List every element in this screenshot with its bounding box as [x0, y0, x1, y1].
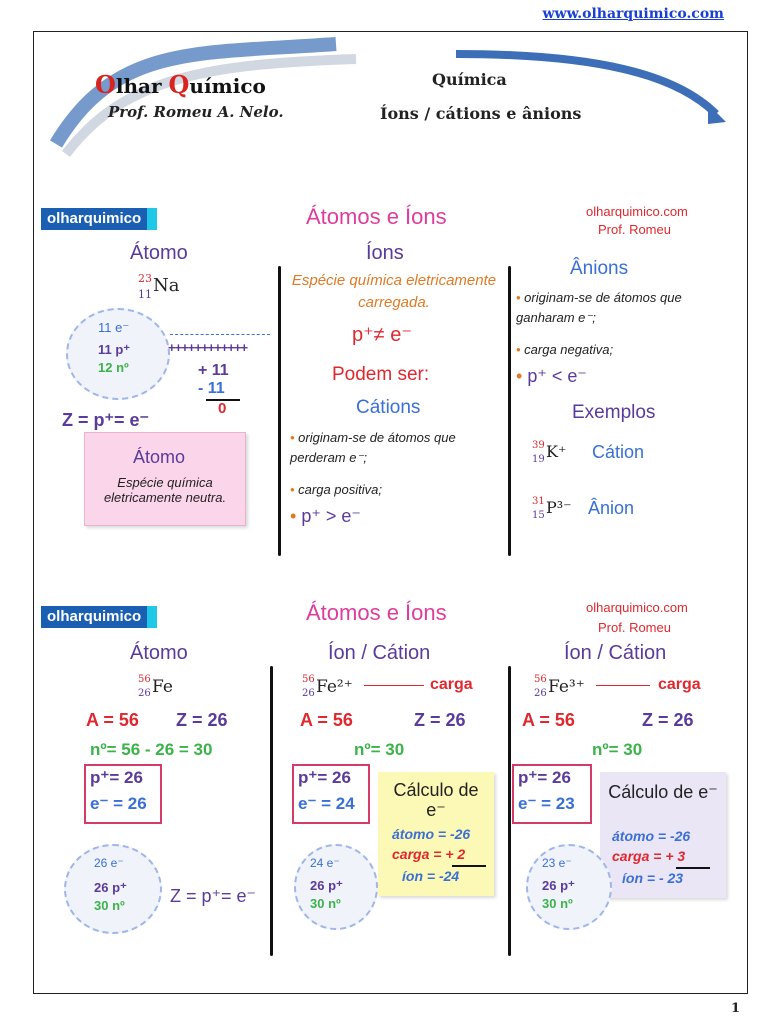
col2-calc-note: Cálculo de e⁻ átomo = -26 carga = + 2 íon = -24 — [378, 772, 494, 896]
ions-relation: p⁺≠ e⁻ — [352, 324, 412, 346]
anion-bullet-1: • originam-se de átomos que ganharam e⁻; — [516, 290, 682, 325]
col3-box: p⁺= 26 e⁻ = 23 — [512, 764, 592, 824]
plus-count: + 11 — [198, 362, 229, 379]
anions-heading: Ânions — [570, 258, 629, 279]
cation-bullet-1: • originam-se de átomos que perderam e⁻; — [290, 430, 456, 465]
col2-a: A = 56 — [300, 710, 353, 730]
col1-a: A = 56 — [86, 710, 139, 730]
col1-symbol: 56 26 Fe — [138, 674, 173, 699]
panel2-prof: Prof. Romeu — [598, 620, 671, 635]
cations-heading: Cátions — [356, 397, 421, 418]
col2-neutrons: nº= 30 — [354, 740, 405, 759]
col3-heading: Íon / Cátion — [564, 642, 667, 664]
panel2-tag-label: olharquimico — [41, 606, 147, 628]
panel-tag — [41, 208, 157, 230]
panel-tag-label: olharquimico — [41, 208, 147, 230]
col3-symbol: 56 26 Fe³⁺ — [534, 674, 585, 699]
ions-heading: Íons — [366, 242, 404, 264]
col3-circle: 23 e⁻ 26 p⁺ 30 nº — [526, 844, 612, 930]
panel2-site: olharquimico.com — [586, 600, 688, 615]
col2-heading: Íon / Cátion — [328, 642, 431, 664]
page-number: 1 — [730, 1001, 740, 1016]
col2-arrow — [364, 685, 424, 686]
col3-a: A = 56 — [522, 710, 575, 730]
topic-title: Íons / cátions e ânions — [380, 104, 582, 123]
col2-circle: 24 e⁻ 26 p⁺ 30 nº — [294, 844, 378, 930]
panel-title: Átomos e Íons — [306, 204, 447, 229]
atom-heading: Átomo — [130, 242, 188, 264]
example-potassium: 39 19 K⁺ Cátion — [532, 440, 645, 465]
col1-heading: Átomo — [130, 642, 188, 664]
charge-line — [170, 334, 270, 335]
subject-title: Química — [432, 70, 507, 89]
cation-bullet-3: • p⁺ > e⁻ — [290, 506, 361, 526]
z-equation: Z = p⁺= e⁻ — [62, 410, 150, 430]
atom-circle: 11 e⁻ 11 p⁺ 12 nº — [66, 308, 170, 400]
panel-atoms-ions: olharquimico Átomos e Íons olharquimico.com Prof. Romeu Átomo 23 11 Na 11 e⁻ 11 p⁺ 12 nº ++++++++++++ + 11 - 11 0 Z = p⁺= e⁻ Átomo Espécie química eletricamente neutra. Íons Espécie química eletricamente carregada. p⁺≠ e⁻ Podem ser: Cátions • originam-se de átomos que perderam e⁻; • carga positiva; • p⁺ > e⁻ Ânions • originam-se de átomos que ganharam e⁻; • carga negativa; • p⁺ < e⁻ Exemplos 39 19 K⁺ Cátion 31 15 P³⁻ Ânion — [38, 200, 744, 555]
col1-z: Z = 26 — [176, 710, 228, 730]
col1-z-relation: Z = p⁺= e⁻ — [170, 886, 257, 906]
site-link[interactable]: www.olharquimico.com — [542, 6, 724, 22]
col3-neutrons: nº= 30 — [592, 740, 643, 759]
col1-box: p⁺= 26 e⁻ = 26 — [84, 764, 162, 824]
atom-note: Átomo Espécie química eletricamente neutra. — [84, 432, 246, 526]
panel2-title: Átomos e Íons — [306, 600, 447, 625]
minus-count: - 11 — [198, 380, 225, 397]
podem-ser: Podem ser: — [332, 364, 430, 385]
col2-box: p⁺= 26 e⁻ = 24 — [292, 764, 370, 824]
anion-bullet-2: • carga negativa; — [516, 342, 614, 357]
panel-prof: Prof. Romeu — [598, 222, 671, 237]
examples-heading: Exemplos — [572, 402, 656, 423]
sum-zero: 0 — [218, 400, 227, 417]
anion-bullet-3: • p⁺ < e⁻ — [516, 366, 587, 386]
col3-carga: carga — [658, 676, 701, 693]
panel-site: olharquimico.com — [586, 204, 688, 219]
col1-circle: 26 e⁻ 26 p⁺ 30 nº — [64, 844, 162, 934]
example-phosphorus: 31 15 P³⁻ Ânion — [532, 496, 635, 521]
col3-calc-note: Cálculo de e⁻ átomo = -26 carga = + 3 íon = - 23 — [600, 772, 726, 898]
cation-bullet-2: • carga positiva; — [290, 482, 382, 497]
panel2-tag — [41, 606, 157, 628]
col3-z: Z = 26 — [642, 710, 694, 730]
ions-definition: Espécie química eletricamente carregada. — [291, 272, 497, 311]
brand-logo: Olhar Químico — [95, 70, 266, 99]
col2-z: Z = 26 — [414, 710, 466, 730]
col2-carga: carga — [430, 676, 473, 693]
panel-iron-ions — [38, 596, 744, 956]
col3-arrow — [596, 685, 650, 686]
col2-symbol: 56 26 Fe²⁺ — [302, 674, 353, 699]
charges-row: ++++++++++++ — [168, 340, 248, 355]
professor-name: Prof. Romeu A. Nelo. — [108, 103, 284, 121]
col1-neutrons: nº= 56 - 26 = 30 — [90, 740, 213, 759]
